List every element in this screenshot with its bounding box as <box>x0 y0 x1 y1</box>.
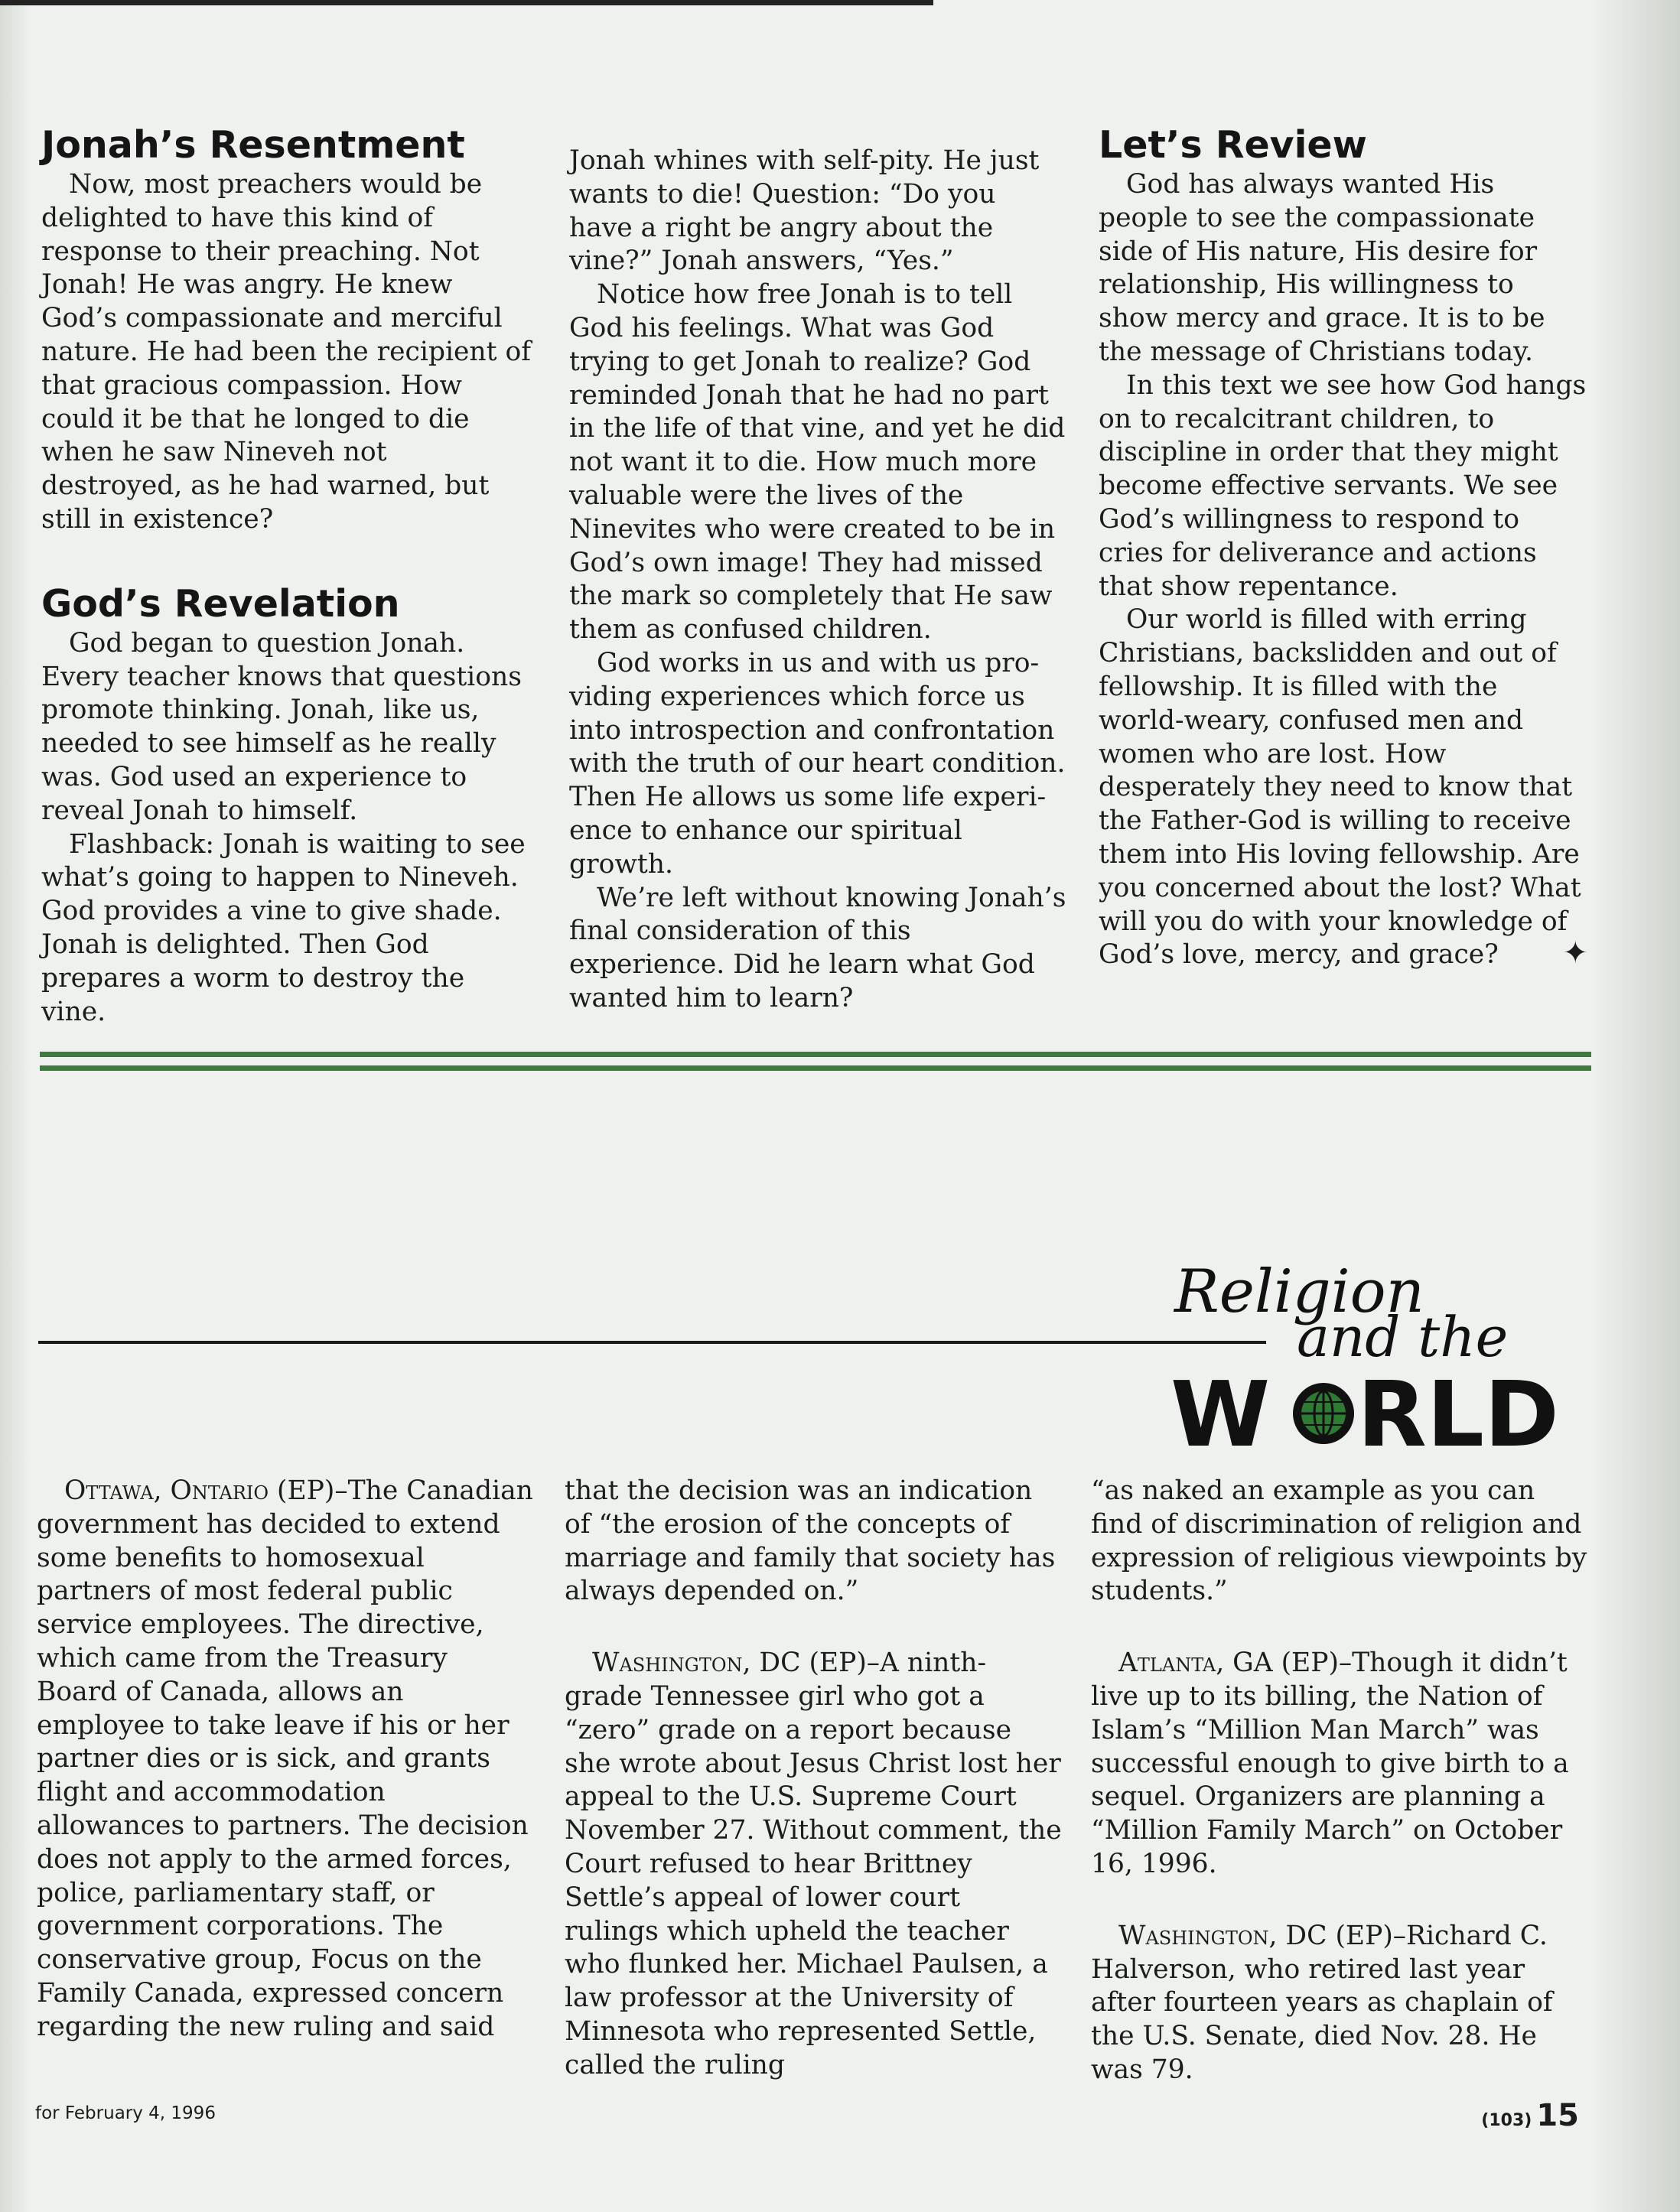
page-number: 15 <box>1536 2098 1579 2133</box>
news-column-3 <box>1091 1475 1590 2087</box>
section-divider-green <box>40 1052 1591 1071</box>
logo-w-letter: W <box>1170 1361 1271 1465</box>
news-continuation: that the decision was an indication of “the erosion of the concepts of marriage and family that society has always depended on.” <box>565 1475 1056 1607</box>
logo-and-the-text: and the <box>1297 1305 1509 1369</box>
news-column-2 <box>565 1475 1062 2083</box>
article-paragraph: Now, most preachers would be delighted to have this kind of response to their preaching. Not Jonah! He was angry. He knew God’s compassionate and merciful nature. He had been the recipient of that gracious compassion. How could it be that he longed to die when he saw Nineveh not destroyed, as he had warned, but still in existence? <box>41 169 531 535</box>
dateline: Washington, DC (EP) <box>1118 1920 1393 1951</box>
article-paragraph: Our world is filled with erring Christians, backslidden and out of fellowship. It is filled with the world-weary, confused men and women who are lost. How desperately they need to know that the Father-God is willing to receive them into His loving fellowship. Are you concerned about the lost? What will you do with your knowledge of God’s love, mercy, and grace? <box>1099 604 1581 971</box>
heading-lets-review: Let’s Review <box>1099 123 1367 167</box>
dateline: Ottawa, Ontario (EP) <box>64 1475 335 1506</box>
section-rule <box>38 1341 1266 1344</box>
article-column-2 <box>569 145 1066 1016</box>
religion-and-the-world-logo <box>1163 1235 1591 1465</box>
heading-jonahs-resentment: Jonah’s Resentment <box>41 123 465 167</box>
top-page-edge <box>0 0 933 5</box>
news-continuation: “as naked an example as you can find of discrimination of religion and expression of religious viewpoints by students.” <box>1091 1475 1587 1607</box>
news-text: –The Canadian government has decided to extend some benefits to homosexual partners of most federal public service employees. The directive, which came from the Treasury Board of Canada, allows an employee to take leave if his or her partner dies or is sick, and grants flight and accommodation allowances to partners. The decision does not apply to the armed forces, police, parliamentary staff, or government corporations. The conservative group, Focus on the Family Canada, expressed concern regarding the new ruling and said <box>37 1475 533 2042</box>
article-paragraph: God has always wanted His people to see the compassionate side of His nature, His desire for relationship, His willingness to show mercy and grace. It is to be the message of Christians today. <box>1099 169 1545 367</box>
article-paragraph: God began to question Jonah. Every teacher knows that questions promote thinking. Jonah, like us, needed to see himself as he really was. God used an experience to reveal Jonah to himself. <box>41 627 522 826</box>
article-paragraph: Notice how free Jonah is to tell God his feelings. What was God trying to get Jonah to realize? God reminded Jonah that he had no part in the life of that vine, and yet he did not want it to die. How much more valuable were the lives of the Ninevites who were created to be in God’s own image! They had missed the mark so completely that He saw them as confused children. <box>569 279 1066 646</box>
news-text: –Though it didn’t live up to its billing, the Nation of Islam’s “Million Man March” was successful enough to give birth to a sequel. Organizers are planning a “Million Family March” on October 16, 1996. <box>1091 1648 1569 1879</box>
news-item-washington-settle <box>565 1647 1062 2082</box>
article-column-3 <box>1099 122 1588 972</box>
news-item-atlanta <box>1091 1647 1590 1882</box>
news-item-washington-halverson <box>1091 1920 1590 2087</box>
dateline: Washington, DC (EP) <box>592 1648 867 1679</box>
article-column-1 <box>41 122 531 1029</box>
globe-icon <box>1293 1383 1354 1444</box>
logo-religion-text: Religion <box>1174 1257 1424 1326</box>
article-paragraph: God works in us and with us pro-viding experiences which force us into introspection and confrontation with the truth of our heart condition. Then He allows us some life experi-ence to enhance our spiritual growth. <box>569 647 1066 880</box>
dateline: Atlanta, GA (EP) <box>1118 1648 1339 1679</box>
issue-date: for February 4, 1996 <box>35 2103 216 2123</box>
news-item-ottawa <box>37 1475 534 2044</box>
heading-gods-revelation: God’s Revelation <box>41 581 400 626</box>
page-number-block <box>1481 2098 1579 2133</box>
news-text: –A ninth-grade Tennessee girl who got a “zero” grade on a report because she wrote about Jesus Christ lost her appeal to the U.S. Supreme Court November 27. Without comment, the Court refused to hear Brittney Settle’s appeal of lower court rulings which upheld the teacher who flunked her. Michael Paulsen, a law professor at the University of Minnesota who represented Settle, called the ruling <box>565 1648 1062 2080</box>
article-paragraph: Jonah whines with self-pity. He just wants to die! Question: “Do you have a right be angry about the vine?” Jonah answers, “Yes.” <box>569 145 1040 277</box>
article-paragraph: We’re left without knowing Jonah’s final consideration of this experience. Did he learn what God wanted him to learn? <box>569 882 1066 1013</box>
article-paragraph: Flashback: Jonah is waiting to see what’s going to happen to Nineveh. God provides a vine to give shade. Jonah is delighted. Then God prepares a worm to destroy the vine. <box>41 828 526 1027</box>
page-code: (103) <box>1481 2111 1532 2130</box>
news-text: –Richard C. Halverson, who retired last year after fourteen years as chaplain of the U.S. Senate, died Nov. 28. He was 79. <box>1091 1920 1553 2085</box>
article-paragraph: In this text we see how God hangs on to recalcitrant children, to discipline in order that they might become effective servants. We see God’s willingness to respond to cries for deliverance and actions that show repentance. <box>1099 369 1587 602</box>
end-of-article-star-icon: ✦ <box>1562 935 1588 971</box>
news-column-1 <box>37 1475 534 2044</box>
logo-rld-text: RLD <box>1357 1361 1560 1465</box>
